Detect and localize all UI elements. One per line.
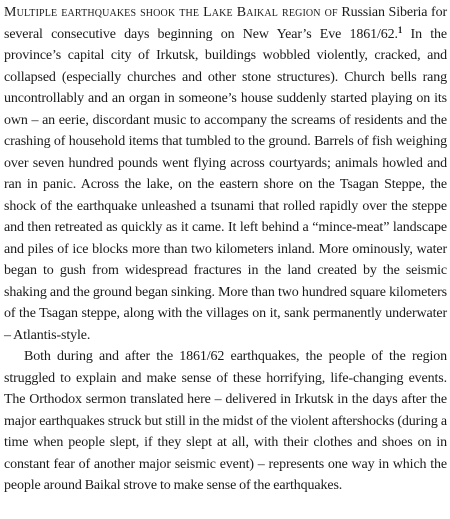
paragraph-1	[4, 2, 447, 346]
paragraph-2: Both during and after the 1861/62 earthquakes, the people of the region struggled to explain and make sense of these horrifying, life-changing events. The Orthodox sermon translated here – delivered in Irkutsk in the days after the major earthquakes struck but still in the midst of the violent aftershocks (during a time when people slept, if they slept at all, with their clothes and shoes on in constant fear of another major seismic event) – represents one way in which the people around Baikal strove to make sense of the earthquakes.	[4, 349, 447, 493]
paragraph-1-text-before-footnote: Russian Siberia for several consecutive days beginning on New Year’s Eve 1861/62.	[4, 5, 447, 42]
small-caps-lead-in: Multiple earthquakes shook the Lake Baikal region of	[4, 5, 338, 20]
paragraph-1-text-after-footnote: In the province’s capital city of Irkutsk, buildings wobbled violently, cracked, and collapsed (especially churches and other stone structures). Church bells rang uncontrollably and an organ in someone’s house suddenly started playing on its own – an eerie, discordant music to accompany the screams of residents and the crashing of household items that tumbled to the ground. Barrels of fish weighing over seven hundred pounds went flying across courtyards; animals howled and ran in panic. Across the lake, on the eastern shore on the Tsagan Steppe, the shock of the earthquake unleashed a tsunami that rolled rapidly over the steppe and then retreated as quickly as it came. It left behind a “mince-meat” landscape and piles of ice blocks more than two kilometers inland. More ominously, water began to gush from widespread fractures in the land created by the seismic shaking and the ground began sinking. More than two hundred square kilometers of the Tsagan steppe, along with the villages on it, sank permanently underwater – Atlantis-style.	[4, 26, 447, 343]
footnote-marker[interactable]: 1	[397, 24, 403, 35]
